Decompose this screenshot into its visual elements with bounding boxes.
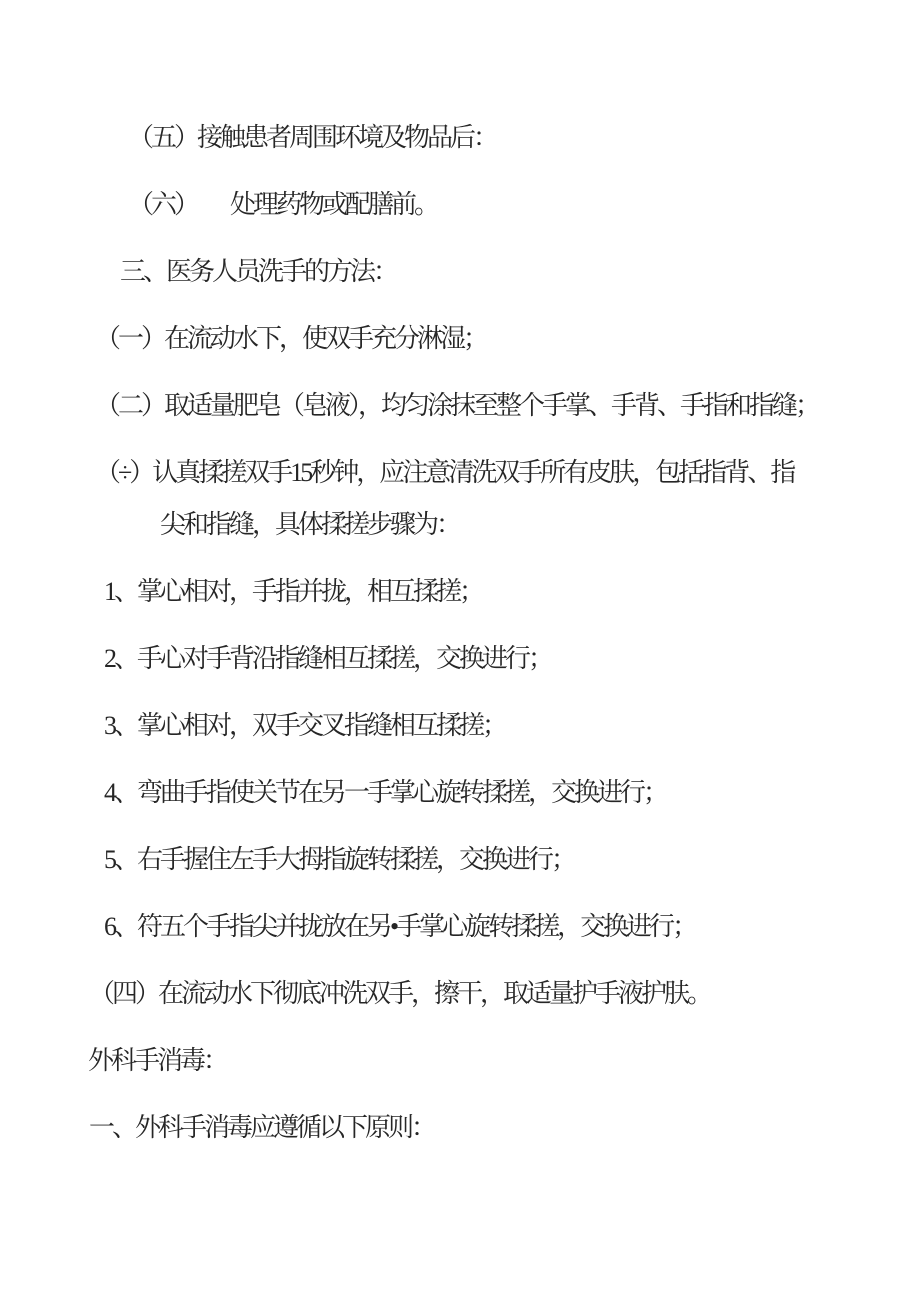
line-rub-step-6-fingertips-rotate: 6、符五个手指尖并拢放在另•手掌心旋转揉搓，交换进行； [104, 912, 696, 941]
line-after-contact-surroundings: （五）接触患者周围环境及物品后： [128, 123, 497, 152]
heading-surgical-disinfection-principles: 一、外科手消毒应遵循以下原则： [89, 1113, 435, 1142]
heading-surgical-hand-disinfection: 外科手消毒： [88, 1046, 227, 1075]
line-rub-step-3-fingers-crossed: 3、掌心相对，双手交叉指缝相互揉搓； [104, 711, 506, 740]
line-rub-step-5-thumb-rotate: 5、右手握住左手大拇指旋转揉搓，交换进行； [104, 845, 575, 874]
line-step-2-apply-soap: （二）取适量肥皂（皂液），均匀涂抹至整个手掌、手背、手指和指缝； [95, 391, 819, 420]
line-rub-step-1-palms-together: 1、掌心相对，手指并拢，相互揉搓； [104, 577, 483, 606]
line-before-handling-drugs: （六） 处理药物或配膳前。 [128, 190, 438, 219]
line-step-3-rub-15-seconds: （÷）认真揉搓双手15秒钟，应注意清洗双手所有皮肤，包括指背、指 [95, 458, 794, 487]
line-rub-step-2-palm-over-back: 2、手心对手背沿指缝相互揉搓，交换进行； [104, 644, 552, 673]
heading-hand-washing-method: 三、医务人员洗手的方法： [120, 257, 397, 286]
line-step-4-rinse-and-dry: （四）在流动水下彻底冲洗双手，擦干，取适量护手液护肤。 [89, 979, 711, 1008]
line-rub-step-4-bent-knuckles: 4、弯曲手指使关节在另一手掌心旋转揉搓，交换进行； [104, 778, 667, 807]
line-step-3-continuation: 尖和指缝，具体揉搓步骤为： [160, 510, 460, 539]
line-step-1-wet-hands: （一）在流动水下，使双手充分淋湿； [95, 324, 487, 353]
